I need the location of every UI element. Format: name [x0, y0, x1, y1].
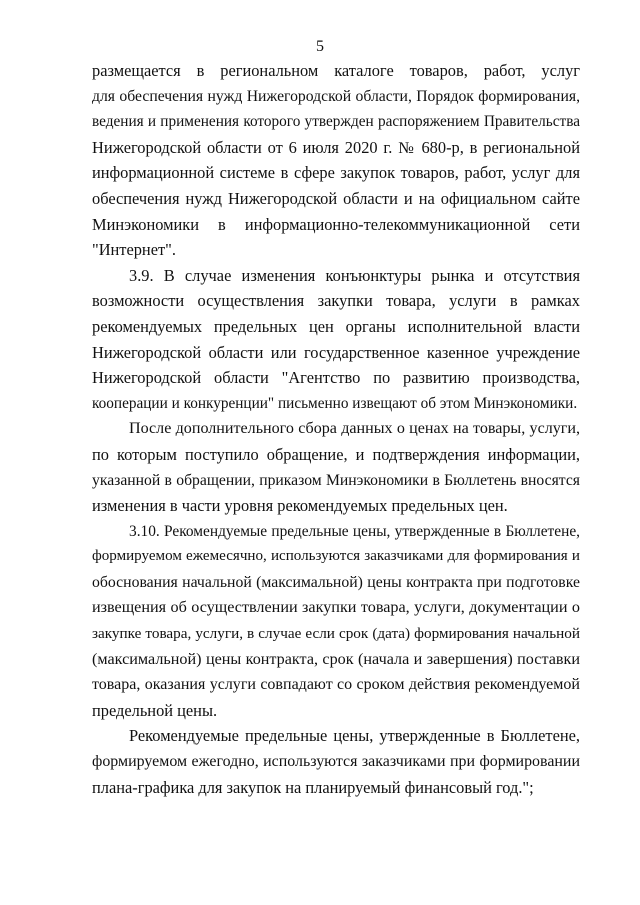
text-line: 3.10. Рекомендуемые предельные цены, утвержденные в Бюллетене,: [129, 522, 580, 540]
text-line: (максимальной) цены контракта, срок (начала и завершения) поставки: [92, 650, 580, 668]
text-line: по которым поступило обращение, и подтверждения информации,: [92, 444, 580, 464]
text-line: информационной системе в сфере закупок товаров, работ, услуг для: [92, 163, 580, 183]
text-line: указанной в обращении, приказом Минэкономики в Бюллетень вносятся: [92, 471, 580, 489]
text-line: предельной цены.: [92, 700, 218, 720]
page-number: 5: [316, 38, 324, 55]
text-line: Нижегородской области "Агентство по развитию производства,: [92, 368, 580, 388]
text-line: рекомендуемых предельных цен органы исполнительной власти: [92, 316, 580, 336]
text-line: "Интернет".: [92, 240, 176, 260]
text-line: извещения об осуществлении закупки товара, услуги, документации о: [92, 599, 580, 617]
text-line: товара, оказания услуги совпадают со сроком действия рекомендуемой: [92, 676, 580, 694]
text-line: Рекомендуемые предельные цены, утвержденные в Бюллетене,: [129, 726, 580, 746]
paragraph-3-9: [92, 263, 580, 417]
text-line: Нижегородской области или государственное казенное учреждение: [92, 342, 580, 362]
text-line: 3.9. В случае изменения конъюнктуры рынка и отсутствия: [129, 265, 580, 285]
text-line: Минэкономики в информационно-телекоммуникационной сети: [92, 214, 580, 234]
paragraph-annual-prices: [92, 723, 580, 800]
paragraph-catalog-continuation: [92, 58, 580, 263]
text-line: ведения и применения которого утвержден распоряжением Правительства: [92, 113, 580, 131]
text-line: обоснования начальной (максимальной) цены контракта при подготовке: [92, 573, 580, 591]
paragraph-additional-price-data: [92, 416, 580, 518]
text-line: Нижегородской области от 6 июля 2020 г. № 680-р, в региональной: [92, 137, 580, 157]
text-line: обеспечения нужд Нижегородской области и на официальном сайте: [92, 188, 580, 208]
text-line: кооперации и конкуренции" письменно извещают об этом Минэкономики.: [92, 394, 578, 412]
text-line: закупке товара, услуги, в случае если срок (дата) формирования начальной: [92, 625, 580, 643]
text-line: возможности осуществления закупки товара, услуги в рамках: [92, 291, 580, 311]
text-line: формируемом ежемесячно, используются заказчиками для формирования и: [92, 548, 580, 565]
text-line: После дополнительного сбора данных о ценах на товары, услуги,: [129, 420, 580, 438]
text-line: размещается в региональном каталоге товаров, работ, услуг: [92, 61, 580, 80]
text-line: изменения в части уровня рекомендуемых предельных цен.: [92, 496, 508, 516]
text-line: формируемом ежегодно, используются заказчиками при формировании: [92, 753, 580, 771]
text-line: плана-графика для закупок на планируемый финансовый год.";: [92, 777, 534, 797]
text-line: для обеспечения нужд Нижегородской области, Порядок формирования,: [92, 87, 580, 105]
document-body: [92, 58, 580, 800]
paragraph-3-10: [92, 519, 580, 724]
